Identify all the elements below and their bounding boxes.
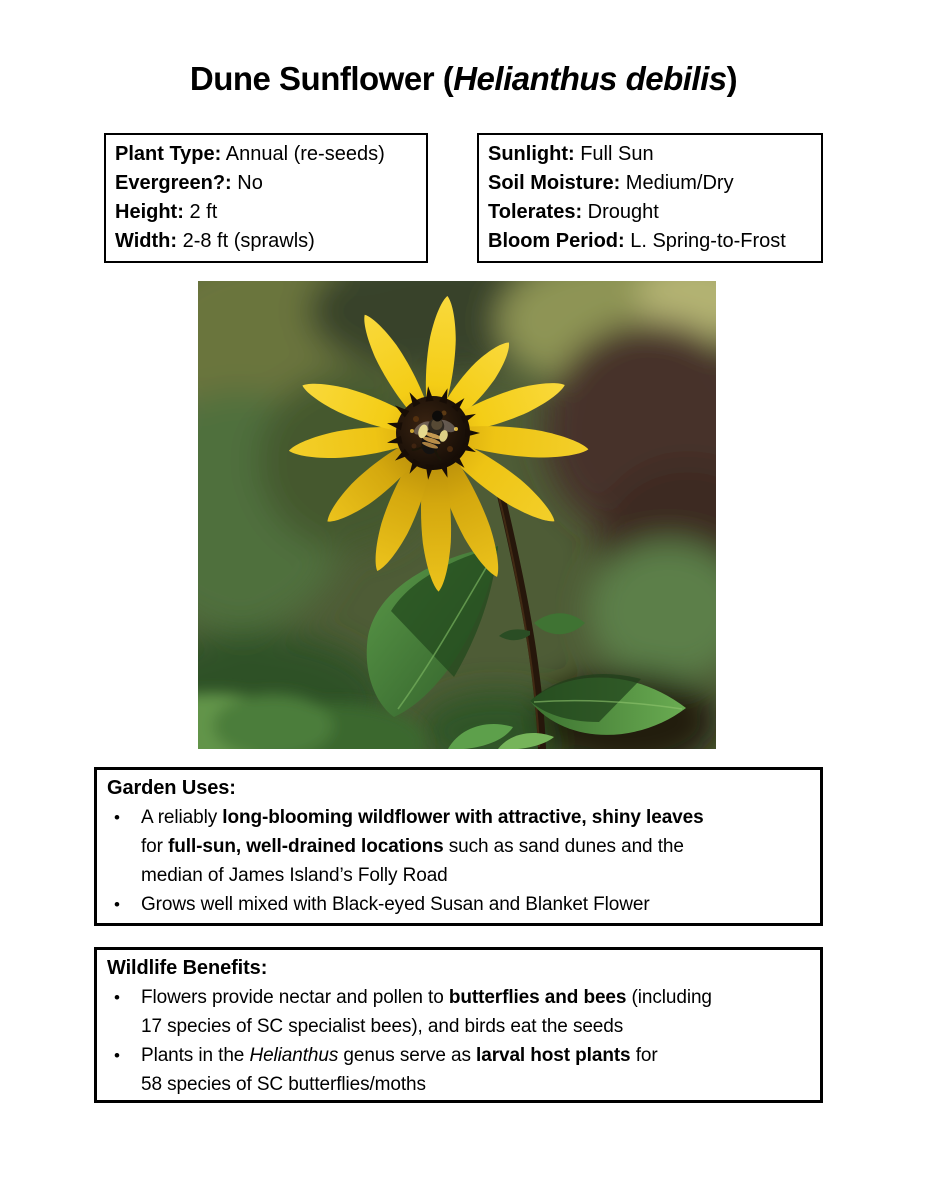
garden-uses-box xyxy=(94,767,823,926)
info-row-soil-moisture xyxy=(488,169,817,198)
info-label: Soil Moisture: xyxy=(488,172,621,194)
text-segment-italic: Helianthus xyxy=(249,1045,339,1066)
title-suffix: ) xyxy=(726,60,738,97)
text-segment: Grows well mixed with Black-eyed Susan and Blanket Flower xyxy=(141,894,650,915)
title-prefix: Dune Sunflower ( xyxy=(189,60,454,97)
info-label: Tolerates: xyxy=(488,201,583,223)
text-segment: median of James Island’s Folly Road xyxy=(141,865,448,886)
bullet-marker: • xyxy=(114,1046,120,1065)
text-segment-bold: long-blooming wildflower with attractive, shiny leaves xyxy=(222,807,704,828)
bullet-text xyxy=(141,983,812,1041)
garden-uses-heading: Garden Uses: xyxy=(107,777,236,799)
bullet-text xyxy=(141,890,812,919)
bullet-text xyxy=(141,1041,812,1099)
dune-sunflower-photo-image xyxy=(198,281,716,749)
info-label: Evergreen?: xyxy=(115,172,232,194)
info-value: Full Sun xyxy=(580,143,654,165)
bullet-marker: • xyxy=(114,808,120,827)
info-value: No xyxy=(237,172,263,194)
text-segment: A reliably xyxy=(141,807,223,828)
text-segment: genus serve as xyxy=(338,1045,477,1066)
text-segment-bold: butterflies and bees xyxy=(448,987,627,1008)
info-row-tolerates xyxy=(488,198,817,227)
text-segment: (including xyxy=(626,987,712,1008)
bullet-marker: • xyxy=(114,988,120,1007)
text-segment: for xyxy=(630,1045,658,1066)
garden-uses-bullet-1 xyxy=(107,803,812,890)
wildlife-bullet-2 xyxy=(107,1041,812,1099)
info-label: Sunlight: xyxy=(488,143,575,165)
plant-attributes-box xyxy=(104,133,428,263)
text-segment: Flowers provide nectar and pollen to xyxy=(141,987,449,1008)
info-value: Annual (re-seeds) xyxy=(225,143,385,165)
garden-uses-bullet-2 xyxy=(107,890,812,919)
info-value: Drought xyxy=(587,201,659,223)
info-row-height xyxy=(115,198,422,227)
text-segment: for xyxy=(141,836,169,857)
text-segment-bold: larval host plants xyxy=(476,1045,631,1066)
info-label: Plant Type: xyxy=(115,143,222,165)
bullet-marker: • xyxy=(114,895,120,914)
dune-sunflower-photo xyxy=(198,281,716,749)
info-row-width xyxy=(115,227,422,256)
page-title xyxy=(0,60,927,98)
growing-conditions-box xyxy=(477,133,823,263)
info-value: 2 ft xyxy=(189,201,218,223)
text-segment: 17 species of SC specialist bees), and birds eat the seeds xyxy=(141,1016,624,1037)
wildlife-bullet-1 xyxy=(107,983,812,1041)
wildlife-benefits-heading: Wildlife Benefits: xyxy=(107,957,268,979)
bullet-text xyxy=(141,803,812,890)
title-species-name: Helianthus debilis xyxy=(453,60,727,97)
info-value: Medium/Dry xyxy=(625,172,734,194)
info-row-evergreen xyxy=(115,169,422,198)
text-segment: such as sand dunes and the xyxy=(443,836,684,857)
text-segment: 58 species of SC butterflies/moths xyxy=(141,1074,426,1095)
text-segment: Plants in the xyxy=(141,1045,250,1066)
info-row-sunlight xyxy=(488,140,817,169)
info-label: Bloom Period: xyxy=(488,230,625,252)
wildlife-benefits-box xyxy=(94,947,823,1103)
info-value: L. Spring-to-Frost xyxy=(630,230,786,252)
info-label: Height: xyxy=(115,201,184,223)
text-segment-bold: full-sun, well-drained locations xyxy=(168,836,444,857)
info-label: Width: xyxy=(115,230,178,252)
info-value: 2-8 ft (sprawls) xyxy=(182,230,315,252)
info-row-bloom-period xyxy=(488,227,817,256)
info-row-plant-type xyxy=(115,140,422,169)
